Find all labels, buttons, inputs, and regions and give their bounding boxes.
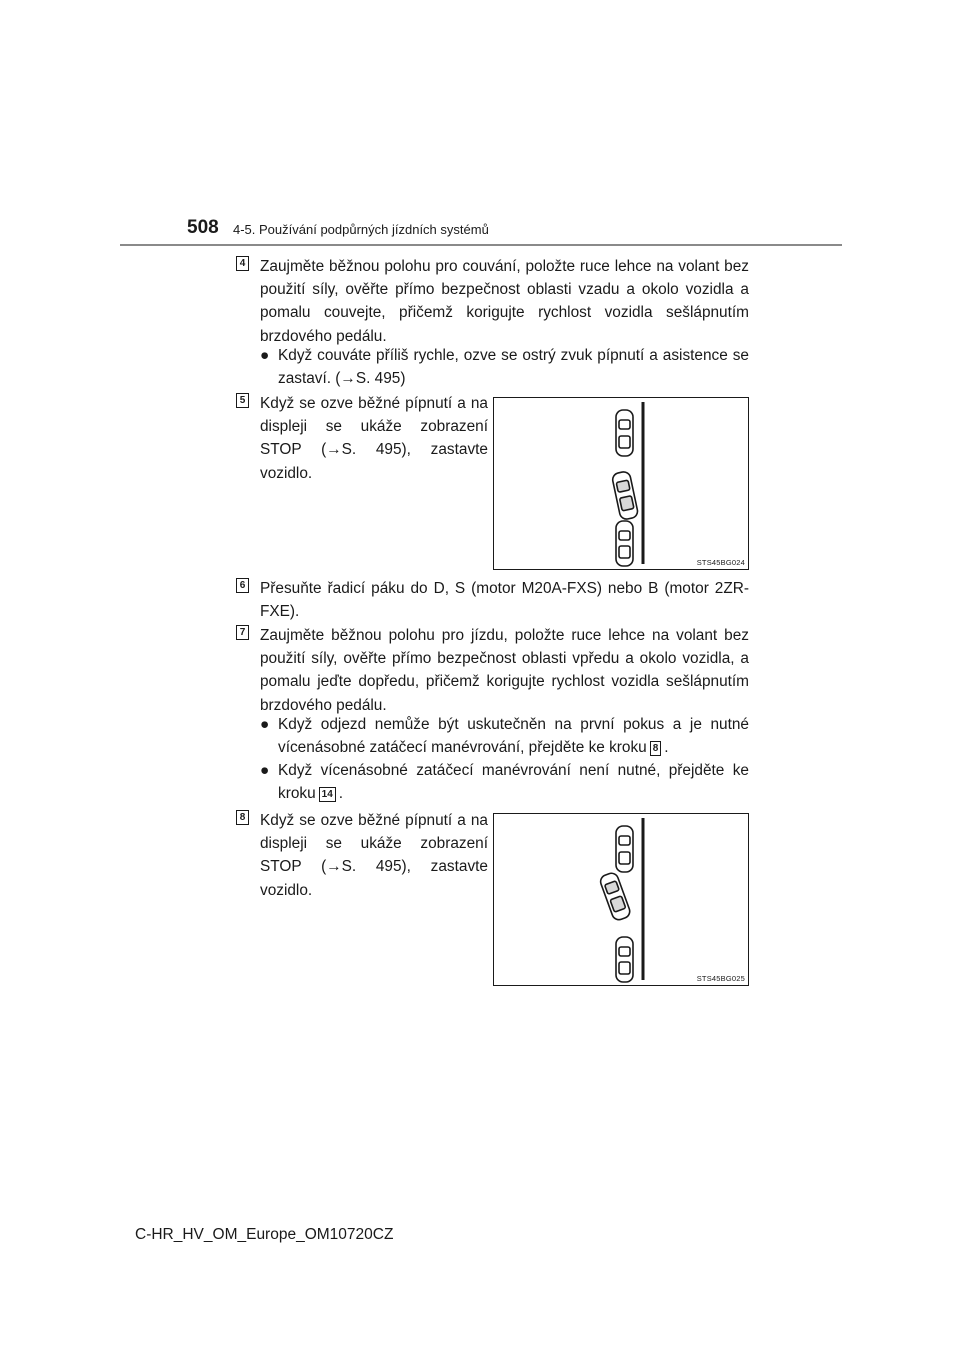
step-5-text: Když se ozve běžné pípnutí a na displeji se ukáže zobrazení STOP (→S. 495), zastavte vozidlo. xyxy=(260,395,488,482)
step-ref-8: 8 xyxy=(650,741,662,756)
parked-car-rear-icon xyxy=(616,937,633,982)
section-title: 4-5. Používání podpůrných jízdních systémů xyxy=(233,222,489,237)
step-7-bullet-1-text xyxy=(278,713,749,759)
parked-car-front-icon xyxy=(616,826,633,872)
bullet-icon: ● xyxy=(260,347,270,364)
step-4-bullet-text: Když couváte příliš rychle, ozve se ostrý zvuk pípnutí a asistence se zastaví. (→S. 495) xyxy=(278,347,749,388)
step-6-badge: 6 xyxy=(236,578,249,593)
bullet-2-end: . xyxy=(338,785,344,803)
step-4-text: Zaujměte běžnou polohu pro couvání, položte ruce lehce na volant bez použití síly, ověřte přímo bezpečnost oblasti vzadu a okolo vozidla a pomalu couvejte, přičemž korigujte rychlost vozidla sešlápnutím brzdového pedálu. xyxy=(260,258,749,345)
step-4-bullet xyxy=(260,344,749,390)
parking-diagram-1 xyxy=(494,398,750,571)
step-7-bullet-2-text xyxy=(278,759,749,805)
maneuvering-car-icon xyxy=(599,871,632,921)
step-ref-14: 14 xyxy=(319,787,336,802)
parked-car-front-icon xyxy=(616,410,633,456)
bullet-2-text: Když vícenásobné zatáčecí manévrování není nutné, přejděte ke kroku xyxy=(278,762,749,803)
parking-diagram-2 xyxy=(494,814,750,987)
step-4-badge: 4 xyxy=(236,256,249,271)
bullet-1-text: Když odjezd nemůže být uskutečněn na první pokus a je nutné vícenásobné zatáčecí manévrování, přejděte ke kroku xyxy=(278,716,749,757)
step-8-text: Když se ozve běžné pípnutí a na displeji se ukáže zobrazení STOP (→S. 495), zastavte vozidlo. xyxy=(260,812,488,899)
step-7-bullet-2 xyxy=(260,759,749,805)
parked-car-rear-icon xyxy=(616,521,633,566)
figure-code: STS45BG024 xyxy=(696,558,745,567)
parking-figure-1 xyxy=(493,397,749,570)
figure-code: STS45BG025 xyxy=(696,974,745,983)
step-7-badge: 7 xyxy=(236,625,249,640)
bullet-icon: ● xyxy=(260,762,270,779)
step-7-bullet-1 xyxy=(260,713,749,759)
parking-figure-2 xyxy=(493,813,749,986)
step-7-text: Zaujměte běžnou polohu pro jízdu, položte ruce lehce na volant bez použití síly, ověřte přímo bezpečnost oblasti vpředu a okolo vozidla, a pomalu jeďte dopředu, přičemž korigujte rychlost vozidla sešlápnutím brzdového pedálu. xyxy=(260,627,749,714)
step-5-badge: 5 xyxy=(236,393,249,408)
step-8-badge: 8 xyxy=(236,810,249,825)
document-code: C-HR_HV_OM_Europe_OM10720CZ xyxy=(135,1226,394,1243)
bullet-1-end: . xyxy=(664,739,669,757)
maneuvering-car-icon xyxy=(611,471,638,521)
header-divider xyxy=(120,244,842,246)
step-6-text: Přesuňte řadicí páku do D, S (motor M20A-FXS) nebo B (motor 2ZR-FXE). xyxy=(260,580,749,621)
bullet-icon: ● xyxy=(260,716,270,733)
page-number: 508 xyxy=(187,217,219,238)
